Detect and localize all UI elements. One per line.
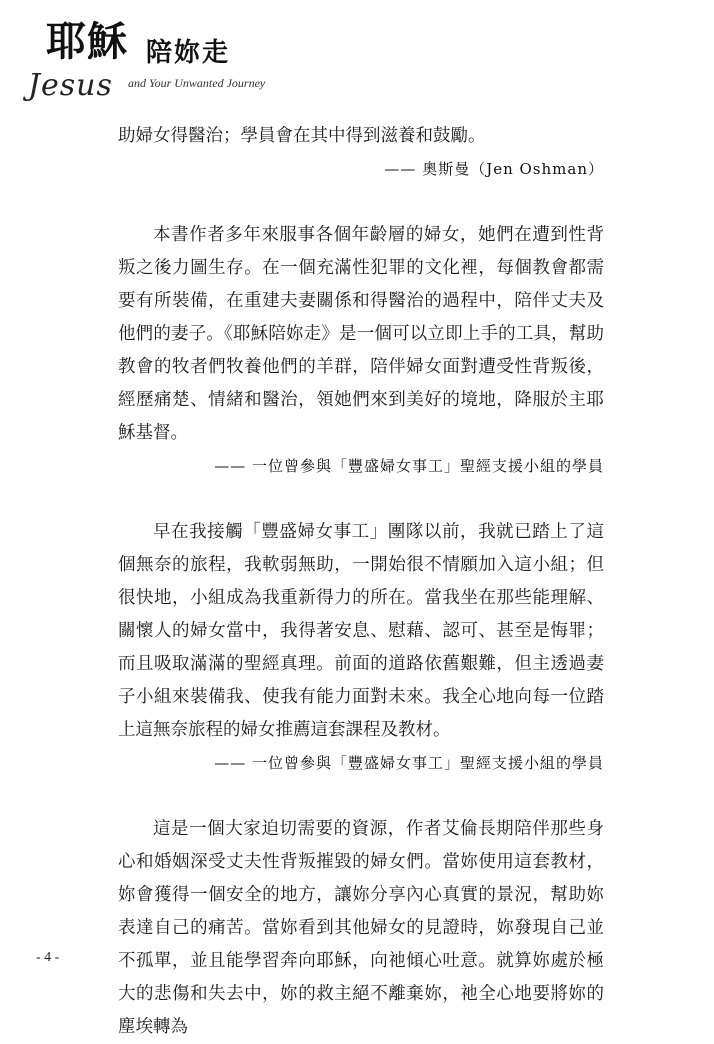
attribution-2: —— 一位曾參與「豐盛婦女事工」聖經支援小組的學員 [214,457,604,475]
paragraph-2: 本書作者多年來服事各個年齡層的婦女，她們在遭到性背叛之後力圖生存。在一個充滿性犯罪的文化裡，每個教會都需要有所裝備，在重建夫妻關係和得醫治的過程中，陪伴丈夫及他們的妻子。《耶穌陪妳走》是一個可以立即上手的工具，幫助教會的牧者們牧養他們的羊群，陪伴婦女面對遭受性背叛後，經歷痛楚、情緒和醫治，領她們來到美好的境地，降服於主耶穌基督。 [118,225,604,443]
paragraph-4: 這是一個大家迫切需要的資源，作者艾倫長期陪伴那些身心和婚姻深受丈夫性背叛摧毀的婦女們。當妳使用這套教材，妳會獲得一個安全的地方，讓妳分享內心真實的景況，幫助妳表達自己的痛苦。當妳看到其他婦女的見證時，妳發現自己並不孤單，並且能學習奔向耶穌，向祂傾心吐意。就算妳處於極大的悲傷和失去中，妳的救主絕不離棄妳，祂全心地要將妳的塵埃轉為 [118,819,604,1037]
attribution-1: —— 奧斯曼（Jen Oshman） [384,160,604,178]
logo-title-sub: 陪妳走 [146,38,231,68]
paragraph-3: 早在我接觸「豐盛婦女事工」團隊以前，我就已踏上了這個無奈的旅程，我軟弱無助，一開始很不情願加入這小組；但很快地，小組成為我重新得力的所在。當我坐在那些能理解、關懷人的婦女當中，我得著安息、慰藉、認可、甚至是悔罪；而且吸取滿滿的聖經真理。前面的道路依舊艱難，但主透過妻子小組來裝備我、使我有能力面對未來。我全心地向每一位踏上這無奈旅程的婦女推薦這套課程及教材。 [118,522,604,740]
paragraph-1: 助婦女得醫治；學員會在其中得到滋養和鼓勵。 [118,126,486,146]
page-content [118,120,604,1044]
logo-script-jesus: Jesus [28,68,113,103]
logo-english-subtitle: and Your Unwanted Journey [128,76,266,90]
attribution-3: —— 一位曾參與「豐盛婦女事工」聖經支援小組的學員 [214,754,604,772]
page-number: - 4 - [36,950,60,965]
logo-title-main: 耶穌 [46,18,128,65]
book-logo [18,18,278,108]
